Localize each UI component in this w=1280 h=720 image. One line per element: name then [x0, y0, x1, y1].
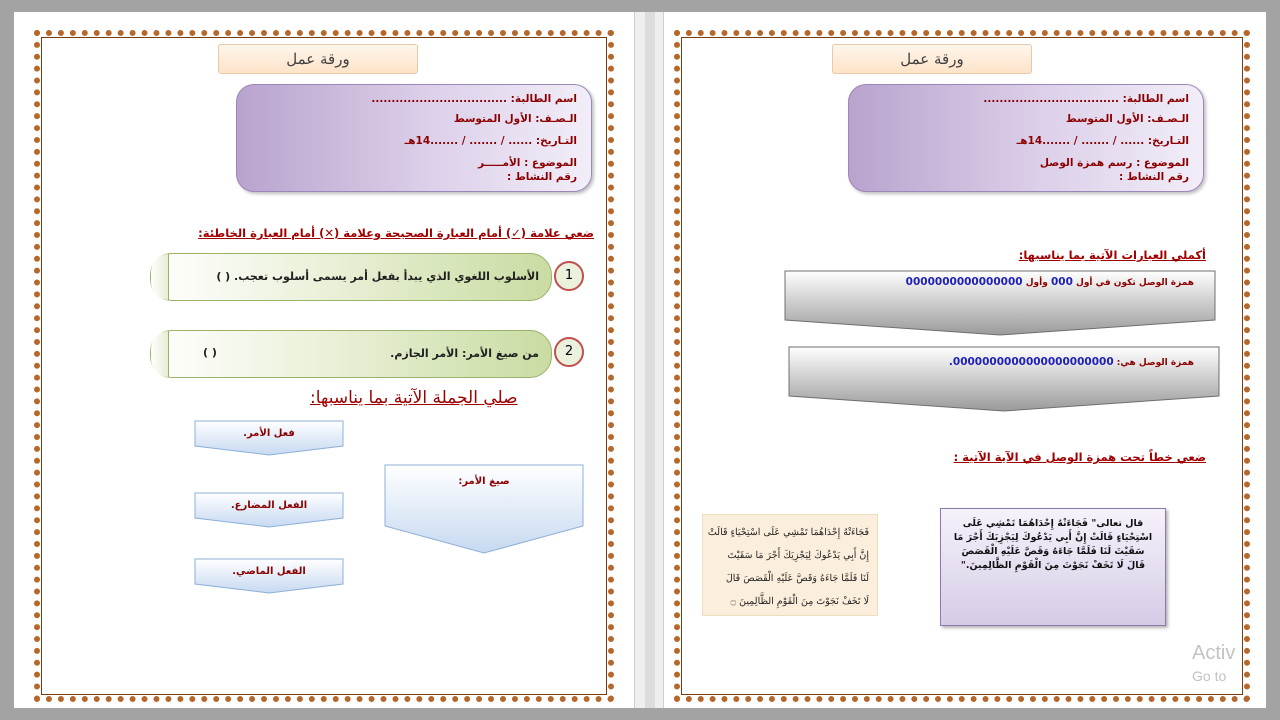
document-canvas — [14, 12, 1266, 708]
fill-sentence-2 — [949, 356, 1194, 368]
statement-2-answer-blank[interactable]: ( ) — [203, 346, 217, 359]
verse-quote-box: قال تعالى" فَجَاءَتْهُ إِحْدَاهُمَا تَمْشِي عَلَى اسْتِحْيَاءٍ قَالَتْ إِنَّ أَبِي يَدْعُوكَ لِيَجْزِيَكَ أَجْرَ مَا سَقَيْتَ لَنَا فَلَمَّا جَاءَهُ وَقَصَّ عَلَيْهِ الْقَصَصَ قَالَ لَا تَخَفْ نَجَوْتَ مِنَ الْقَوْمِ الظَّالِمِينَ." — [940, 508, 1166, 626]
left-student-info-box — [236, 84, 592, 192]
page-gutter — [634, 12, 664, 708]
fill-1-blank-b[interactable]: 0000000000000000 — [905, 276, 1023, 288]
verse-line-3: لَنَا فَلَمَّا جَاءَهُ وَقَصَّ عَلَيْهِ الْقَصَصَ قَالَ — [725, 573, 869, 584]
statement-1-number: 1 — [554, 261, 584, 291]
activity-number-label: رقم النشاط : — [1118, 171, 1189, 183]
statement-2-scroll — [150, 330, 552, 378]
left-page-title: ورقة عمل — [218, 44, 418, 74]
student-name-field: اسم الطالبة: .................................. — [371, 93, 577, 105]
true-false-instruction: ضعي علامة (✓) أمام العبارة الصحيحة وعلامة (✕) أمام العبارة الخاطئة: — [198, 226, 594, 240]
option-label-2: الفعل المضارع. — [230, 500, 308, 511]
activity-number-label: رقم النشاط : — [506, 171, 577, 183]
fill-1-middle: وأول — [1025, 278, 1048, 288]
fill-2-blank[interactable]: 0000000000000000000000. — [948, 356, 1114, 368]
connect-heading: صلي الجملة الآتية بما يناسبها: — [310, 388, 518, 408]
left-worksheet-page — [34, 30, 614, 702]
grade-label: الـصـف: الأول المتوسط — [453, 113, 577, 125]
fill-1-prefix: همزة الوصل تكون في أول — [1076, 278, 1194, 288]
fill-1-blank-a[interactable]: 000 — [1050, 276, 1073, 288]
verse-line-2: إِنَّ أَبِي يَدْعُوكَ لِيَجْزِيَكَ أَجْرَ مَا سَقَيْتَ — [727, 550, 869, 561]
activation-watermark-line1: Activ — [1192, 642, 1236, 664]
right-student-info-box — [848, 84, 1204, 192]
date-field: التـاريخ: ...... / ....... / .......14هـ — [404, 135, 577, 147]
topic-label: الموضوع : الأمـــــر — [478, 157, 577, 169]
target-box-label: صيغ الأمر: — [458, 476, 510, 487]
statement-1-text: الأسلوب اللغوي الذي يبدأ بفعل أمر يسمى أسلوب تعجب. ( ) — [216, 270, 539, 283]
statement-2-text: من صيغ الأمر: الأمر الجازم. — [390, 347, 539, 360]
right-page-title: ورقة عمل — [832, 44, 1032, 74]
statement-2-number: 2 — [554, 337, 584, 367]
verse-line-1: فَجَاءَتْهُ إِحْدَاهُمَا تَمْشِي عَلَى اسْتِحْيَاءٍ قَالَتْ — [707, 527, 869, 538]
underline-heading: ضعي خطاً تحت همزة الوصل في الآية الآتية : — [953, 450, 1206, 464]
statement-1-scroll — [150, 253, 552, 301]
verse-line-4: لَا تَخَفْ نَجَوْتَ مِنَ الْقَوْمِ الظَّالِمِينَ ۝ — [730, 596, 869, 607]
date-field: التـاريخ: ...... / ....... / .......14هـ — [1016, 135, 1189, 147]
fill-sentence-1 — [906, 276, 1194, 288]
option-label-3: الفعل الماضي. — [232, 566, 306, 577]
right-worksheet-page — [674, 30, 1250, 702]
activation-watermark-line2: Go to — [1192, 668, 1227, 684]
topic-label: الموضوع : رسم همزة الوصل — [1039, 157, 1189, 169]
grade-label: الـصـف: الأول المتوسط — [1065, 113, 1189, 125]
option-label-1: فعل الأمر. — [243, 428, 295, 439]
student-name-field: اسم الطالبة: .................................. — [983, 93, 1189, 105]
fill-2-prefix: همزة الوصل هي: — [1116, 358, 1194, 368]
quran-verse-image — [702, 514, 878, 616]
complete-heading: أكملي العبارات الآتية بما يناسبها: — [1018, 248, 1206, 262]
